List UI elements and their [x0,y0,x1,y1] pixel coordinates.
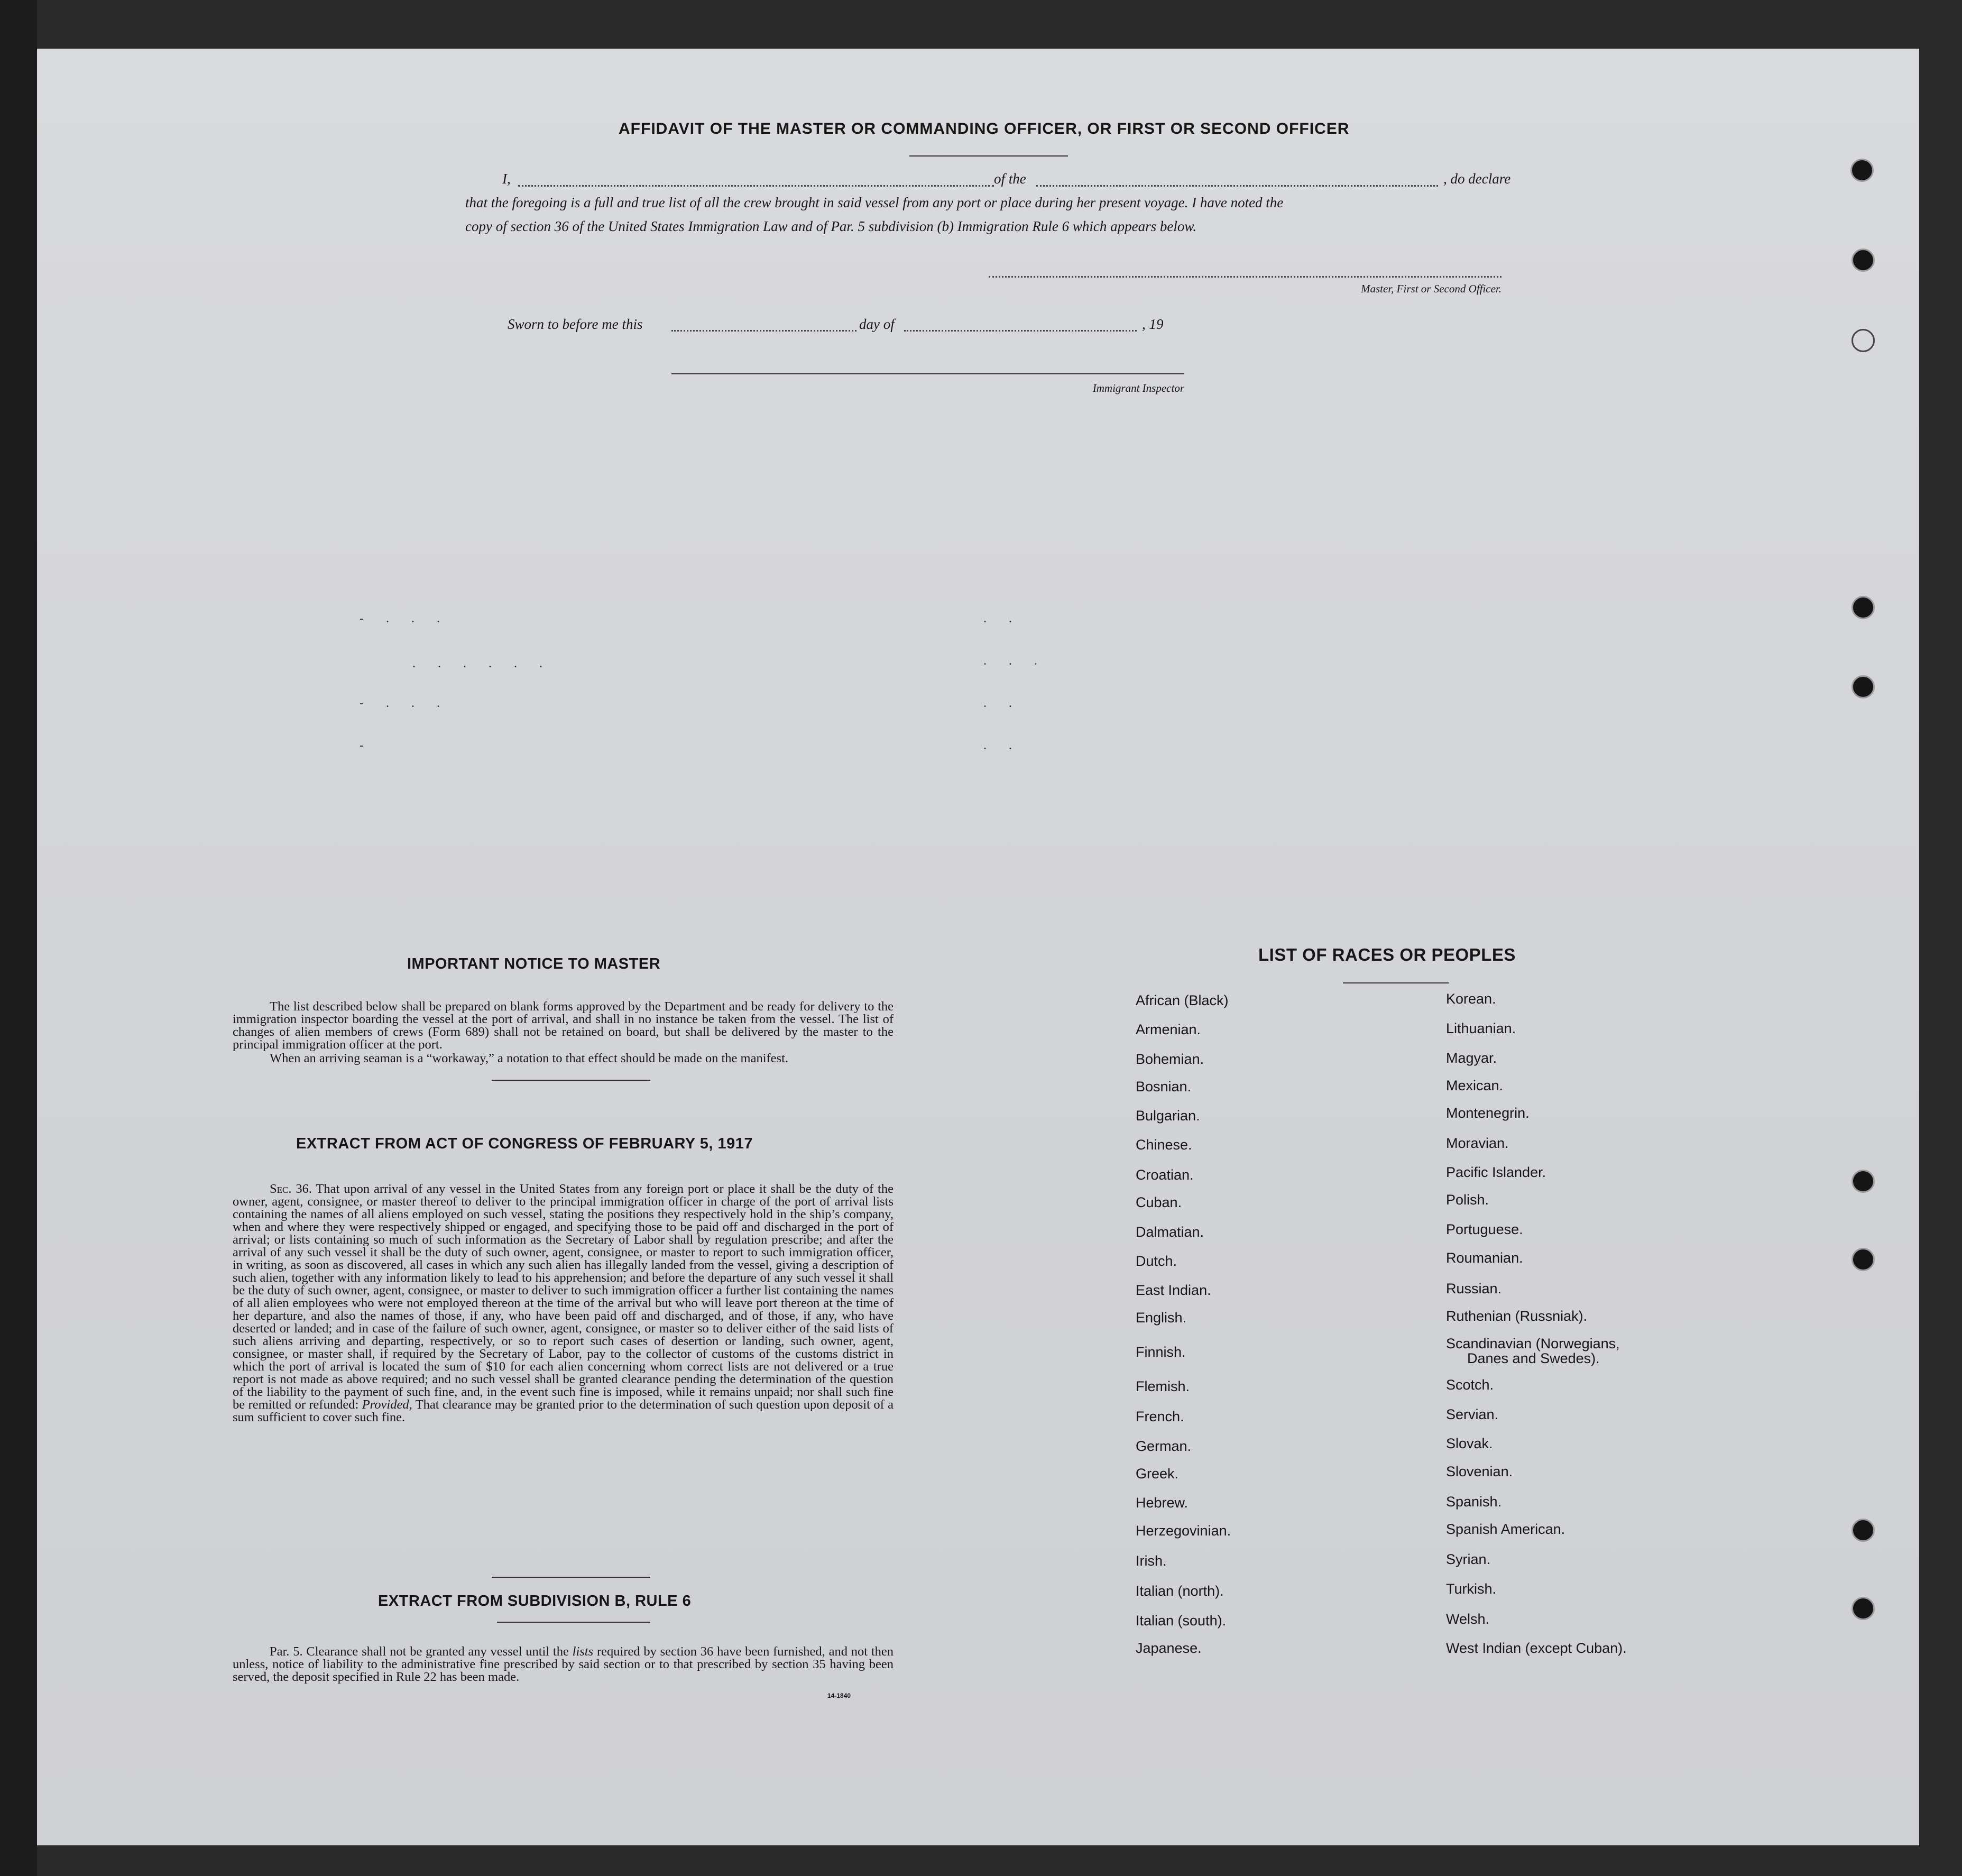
race-item: Servian. [1446,1406,1499,1422]
inspector-signature-line [671,373,1184,374]
binder-hole [1852,596,1875,619]
sec-36-body: That upon arrival of any vessel in the United States from any foreign port or place it shall be the duty of the owner, agent, consignee, or master thereof to deliver to the principal immigration officer in charge of the port of arrival lists containing the names of all aliens employed on such vessel, stating the positions they respectively hold in the ship’s company, when and where they were respectively shipped or engaged, and specifying those to be paid off and discharged in the port of arrival; or lists containing so much of such information as the Secretary of Labor shall by regulation prescribe; and after the arrival of any such vessel it shall be the duty of such owner, agent, consignee, or master to report to such immigration officer, in writing, as soon as discovered, all cases in which any such alien has illegally landed from the vessel, giving a description of such alien, together with any information likely to lead to his apprehension; and before the departure of any such vessel it shall be the duty of such owner, agent, consignee, or master to deliver to such immigration officer a further list containing the names of all alien employees who were not employed thereon at the time of the arrival but who will leave port thereon at the time of her departure, and also the names of those, if any, who have been paid off and discharged, and of those, if any, who have deserted or landed; and in case of the failure of such owner, agent, consignee, or master so to deliver either of the said lists of such aliens arriving and departing, respectively, or so to report such cases of desertion or landing, such owner, agent, consignee, or master shall, if required by the Secretary of Labor, pay to the collector of customs of the customs district in which the port of arrival is located the sum of $10 for each alien concerning whom correct lists are not delivered or a true report is not made as above required; and no such vessel shall be granted clearance pending the determination of the question of the liability to the payment of such fine, and, in the event such fine is imposed, while it remains unpaid; nor shall such fine be remitted or refunded: [233,1182,894,1412]
race-item: Hebrew. [1136,1495,1189,1511]
race-item: Italian (south). [1136,1613,1227,1629]
binder-hole [1852,329,1875,352]
extract-act-text [233,1183,894,1424]
race-item: Russian. [1446,1281,1502,1296]
stray-marks: . . [983,612,1021,626]
races-title: LIST OF RACES OR PEOPLES [1258,945,1516,964]
race-item: Montenegrin. [1446,1105,1530,1121]
stray-marks: . . [983,739,1021,752]
binder-hole [1852,675,1875,698]
race-item: Croatian. [1136,1167,1194,1183]
sworn-day-blank [671,330,856,332]
race-item: Cuban. [1136,1194,1182,1210]
affidavit-of-the-label: of the [994,171,1026,187]
race-item: Dutch. [1136,1253,1177,1269]
race-item: Korean. [1446,991,1496,1007]
race-item: Dalmatian. [1136,1224,1204,1240]
race-item: Mexican. [1446,1078,1504,1093]
stray-marks: . . . . . . [412,657,552,670]
officer-name-blank [518,185,994,187]
race-item: Chinese. [1136,1137,1192,1153]
stray-marks: . . [983,696,1021,710]
sworn-label: Sworn to before me this [508,316,643,332]
race-item: Spanish American. [1446,1521,1565,1537]
race-item: African (Black) [1136,992,1229,1008]
lists-word: lists [572,1644,594,1659]
binder-hole [1852,249,1875,272]
race-item: Slovenian. [1446,1464,1513,1479]
binder-hole [1852,1597,1875,1620]
stray-marks: - . . . [360,612,449,626]
race-item: Danes and Swedes). [1467,1350,1600,1366]
stray-marks: - . . . [360,696,449,710]
affidavit-line-3: copy of section 36 of the United States Immigration Law and of Par. 5 subdivision (b) Immigration Rule 6 which appears below. [465,218,1197,234]
inspector-label: Immigrant Inspector [1092,382,1184,394]
race-item: Irish. [1136,1553,1167,1569]
affidavit-declare-label: , do declare [1443,171,1511,187]
stray-marks: - [360,739,373,752]
binder-hole [1850,159,1874,182]
race-item: Bulgarian. [1136,1108,1200,1124]
race-item: Welsh. [1446,1611,1490,1627]
sworn-year-label: , 19 [1142,316,1164,332]
stray-marks: . . . [983,654,1047,668]
title-underline [909,155,1068,157]
race-item: East Indian. [1136,1282,1211,1298]
document-page [37,49,1919,1845]
extract-rule-title: EXTRACT FROM SUBDIVISION B, RULE 6 [378,1593,692,1610]
title-underline [1343,982,1449,983]
binder-hole [1852,1519,1875,1542]
affidavit-i-label: I, [502,171,511,187]
race-item: West Indian (except Cuban). [1446,1640,1627,1656]
rule-body-end: required by section 36 have been furnished, and not then unless, notice of liability to the administrative fine prescribed by said section or to that prescribed by section 35 having been served, the deposit specified in Rule 22 has been made. [233,1644,894,1684]
race-item: Finnish. [1136,1344,1186,1360]
sworn-month-blank [904,330,1137,332]
sworn-day-label: day of [859,316,895,332]
notice-paragraph-1: The list described below shall be prepared on blank forms approved by the Department and be ready for delivery to the immigration inspector boarding the vessel at the port of arrival, and shall in no instance be taken from the vessel. The list of changes of alien members of crews (Form 689) shall not be retained on board, but shall be delivered by the master to the principal immigration officer at the port. [233,999,894,1052]
sec-36-body-end: That clearance may be granted prior to the determination of such question upon deposit of a sum sufficient to cover such fine. [233,1397,894,1424]
race-item: Scotch. [1446,1377,1494,1393]
extract-rule-text [233,1645,894,1684]
race-item: Japanese. [1136,1640,1202,1656]
section-divider [492,1080,650,1081]
race-item: Syrian. [1446,1551,1491,1567]
race-item: Lithuanian. [1446,1020,1516,1036]
race-item: Polish. [1446,1192,1489,1208]
race-item: French. [1136,1409,1184,1424]
race-item: Slovak. [1446,1436,1493,1451]
notice-paragraph-2: When an arriving seaman is a “workaway,” a notation to that effect should be made on the manifest. [270,1051,789,1065]
race-item: Portuguese. [1446,1221,1523,1237]
rule-body: Par. 5. Clearance shall not be granted any vessel until the [270,1644,569,1659]
provided-word: Provided, [362,1397,412,1412]
scan-edge [0,0,37,1876]
race-item: Bosnian. [1136,1079,1192,1095]
binder-hole [1852,1170,1875,1193]
race-item: Moravian. [1446,1135,1509,1151]
form-number: 14-1840 [827,1692,851,1699]
affidavit-title: AFFIDAVIT OF THE MASTER OR COMMANDING OFFICER, OR FIRST OR SECOND OFFICER [619,120,1350,137]
race-item: German. [1136,1438,1192,1454]
race-item: Magyar. [1446,1050,1497,1066]
race-item: English. [1136,1310,1187,1326]
race-item: Armenian. [1136,1022,1201,1037]
race-item: Ruthenian (Russniak). [1446,1308,1588,1324]
title-underline [497,1622,650,1623]
race-item: Bohemian. [1136,1051,1204,1067]
race-item: Spanish. [1446,1494,1502,1510]
master-signature-line [989,276,1502,278]
race-item: Herzegovinian. [1136,1523,1231,1539]
race-item: Flemish. [1136,1378,1190,1394]
affidavit-line-2: that the foregoing is a full and true list of all the crew brought in said vessel from any port or place during her present voyage. I have noted the [465,195,1284,210]
race-item: Italian (north). [1136,1583,1224,1599]
sec-36-label: Sec. 36. [270,1182,312,1196]
race-item: Greek. [1136,1466,1179,1482]
section-divider [492,1577,650,1578]
extract-act-title: EXTRACT FROM ACT OF CONGRESS OF FEBRUARY 5, 1917 [296,1135,753,1152]
master-signature-label: Master, First or Second Officer. [1361,282,1502,295]
notice-title: IMPORTANT NOTICE TO MASTER [407,955,661,972]
vessel-name-blank [1036,185,1438,187]
race-item: Roumanian. [1446,1250,1523,1266]
binder-hole [1852,1248,1875,1271]
race-item: Scandinavian (Norwegians, [1446,1336,1620,1351]
race-item: Turkish. [1446,1581,1497,1597]
race-item: Pacific Islander. [1446,1164,1546,1180]
